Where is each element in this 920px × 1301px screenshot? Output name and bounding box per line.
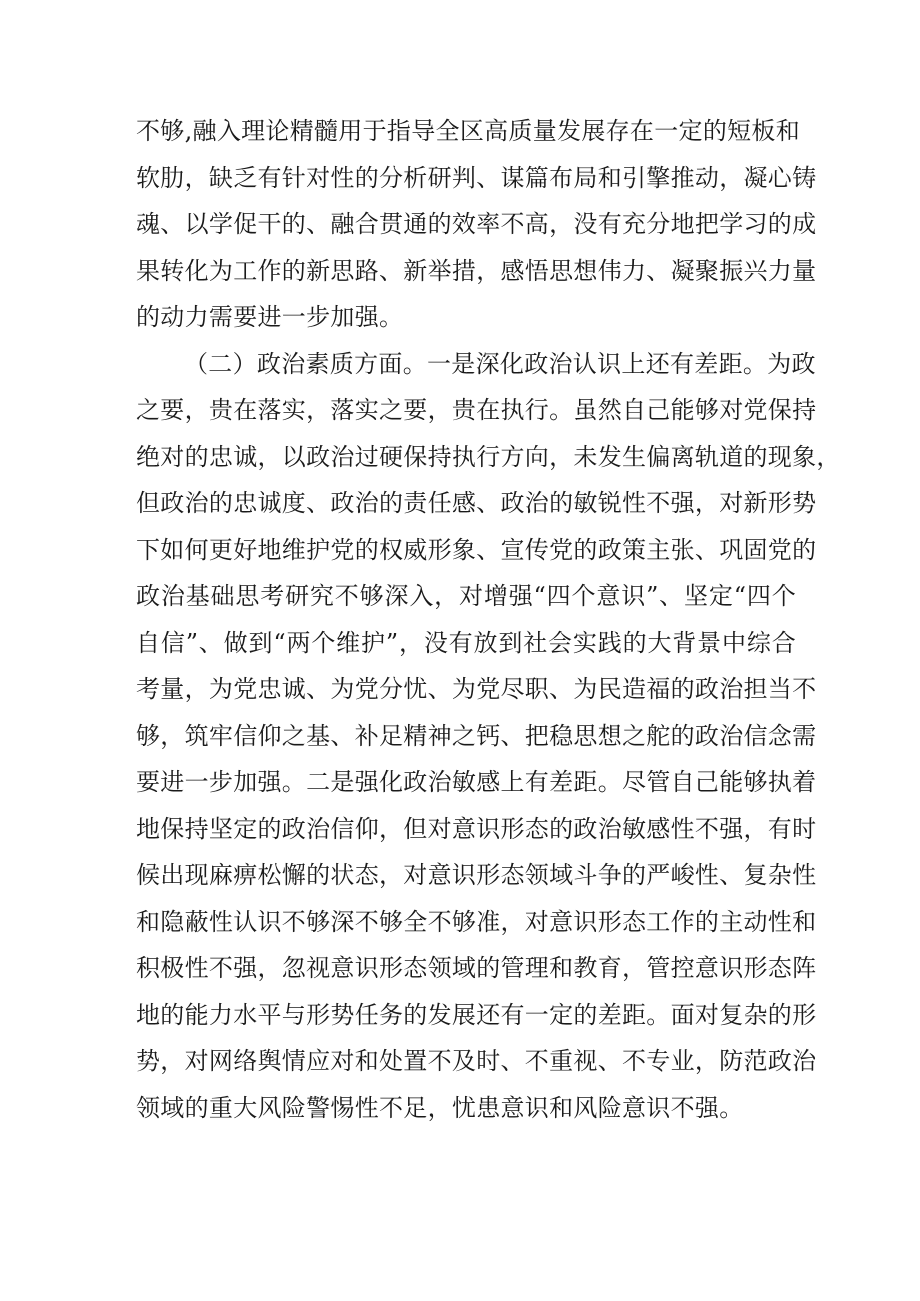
text-line: 够，筑牢信仰之基、补足精神之钙、把稳思想之舵的政治信念需 bbox=[136, 721, 817, 750]
text-line: 地保持坚定的政治信仰，但对意识形态的政治敏感性不强，有时 bbox=[136, 814, 817, 843]
text-line: 地的能力水平与形势任务的发展还有一定的差距。面对复杂的形 bbox=[136, 1000, 817, 1029]
text-line: 的动力需要进一步加强。 bbox=[136, 303, 404, 331]
paragraph-2 bbox=[136, 341, 841, 1132]
text-line: （二）政治素质方面。一是深化政治认识上还有差距。为政 bbox=[184, 349, 816, 378]
paragraph-1 bbox=[136, 108, 817, 341]
text-line: 政治基础思考研究不够深入，对增强“四个意识”、坚定“四个 bbox=[136, 582, 796, 610]
text-line: 领域的重大风险警惕性不足，忧患意识和风险意识不强。 bbox=[136, 1093, 744, 1122]
text-line: 绝对的忠诚，以政治过硬保持执行方向，未发生偏离轨道的现象， bbox=[136, 442, 841, 471]
text-line: 不够,融入理论精髓用于指导全区高质量发展存在一定的短板和 bbox=[136, 117, 801, 145]
text-line: 自信”、做到“两个维护”，没有放到社会实践的大背景中综合 bbox=[136, 628, 796, 657]
text-line: 魂、以学促干的、融合贯通的效率不高，没有充分地把学习的成 bbox=[136, 210, 817, 238]
text-line: 考量，为党忠诚、为党分忧、为党尽职、为民造福的政治担当不 bbox=[136, 675, 817, 703]
text-line: 势，对网络舆情应对和处置不及时、不重视、不专业，防范政治 bbox=[136, 1047, 817, 1075]
text-line: 但政治的忠诚度、政治的责任感、政治的敏锐性不强，对新形势 bbox=[136, 489, 817, 517]
text-line: 软肋，缺乏有针对性的分析研判、谋篇布局和引擎推动，凝心铸 bbox=[136, 163, 817, 192]
text-line: 果转化为工作的新思路、新举措，感悟思想伟力、凝聚振兴力量 bbox=[136, 256, 817, 285]
text-line: 候出现麻痹松懈的状态，对意识形态领域斗争的严峻性、复杂性 bbox=[136, 861, 817, 889]
document-body bbox=[136, 108, 841, 1131]
text-line: 下如何更好地维护党的权威形象、宣传党的政策主张、巩固党的 bbox=[136, 535, 817, 564]
text-line: 要进一步加强。二是强化政治敏感上有差距。尽管自己能够执着 bbox=[136, 768, 817, 796]
text-line: 之要，贵在落实，落实之要，贵在执行。虽然自己能够对党保持 bbox=[136, 396, 817, 424]
text-line: 和隐蔽性认识不够深不够全不够准，对意识形态工作的主动性和 bbox=[136, 907, 817, 936]
text-line: 积极性不强，忽视意识形态领域的管理和教育，管控意识形态阵 bbox=[136, 954, 817, 982]
